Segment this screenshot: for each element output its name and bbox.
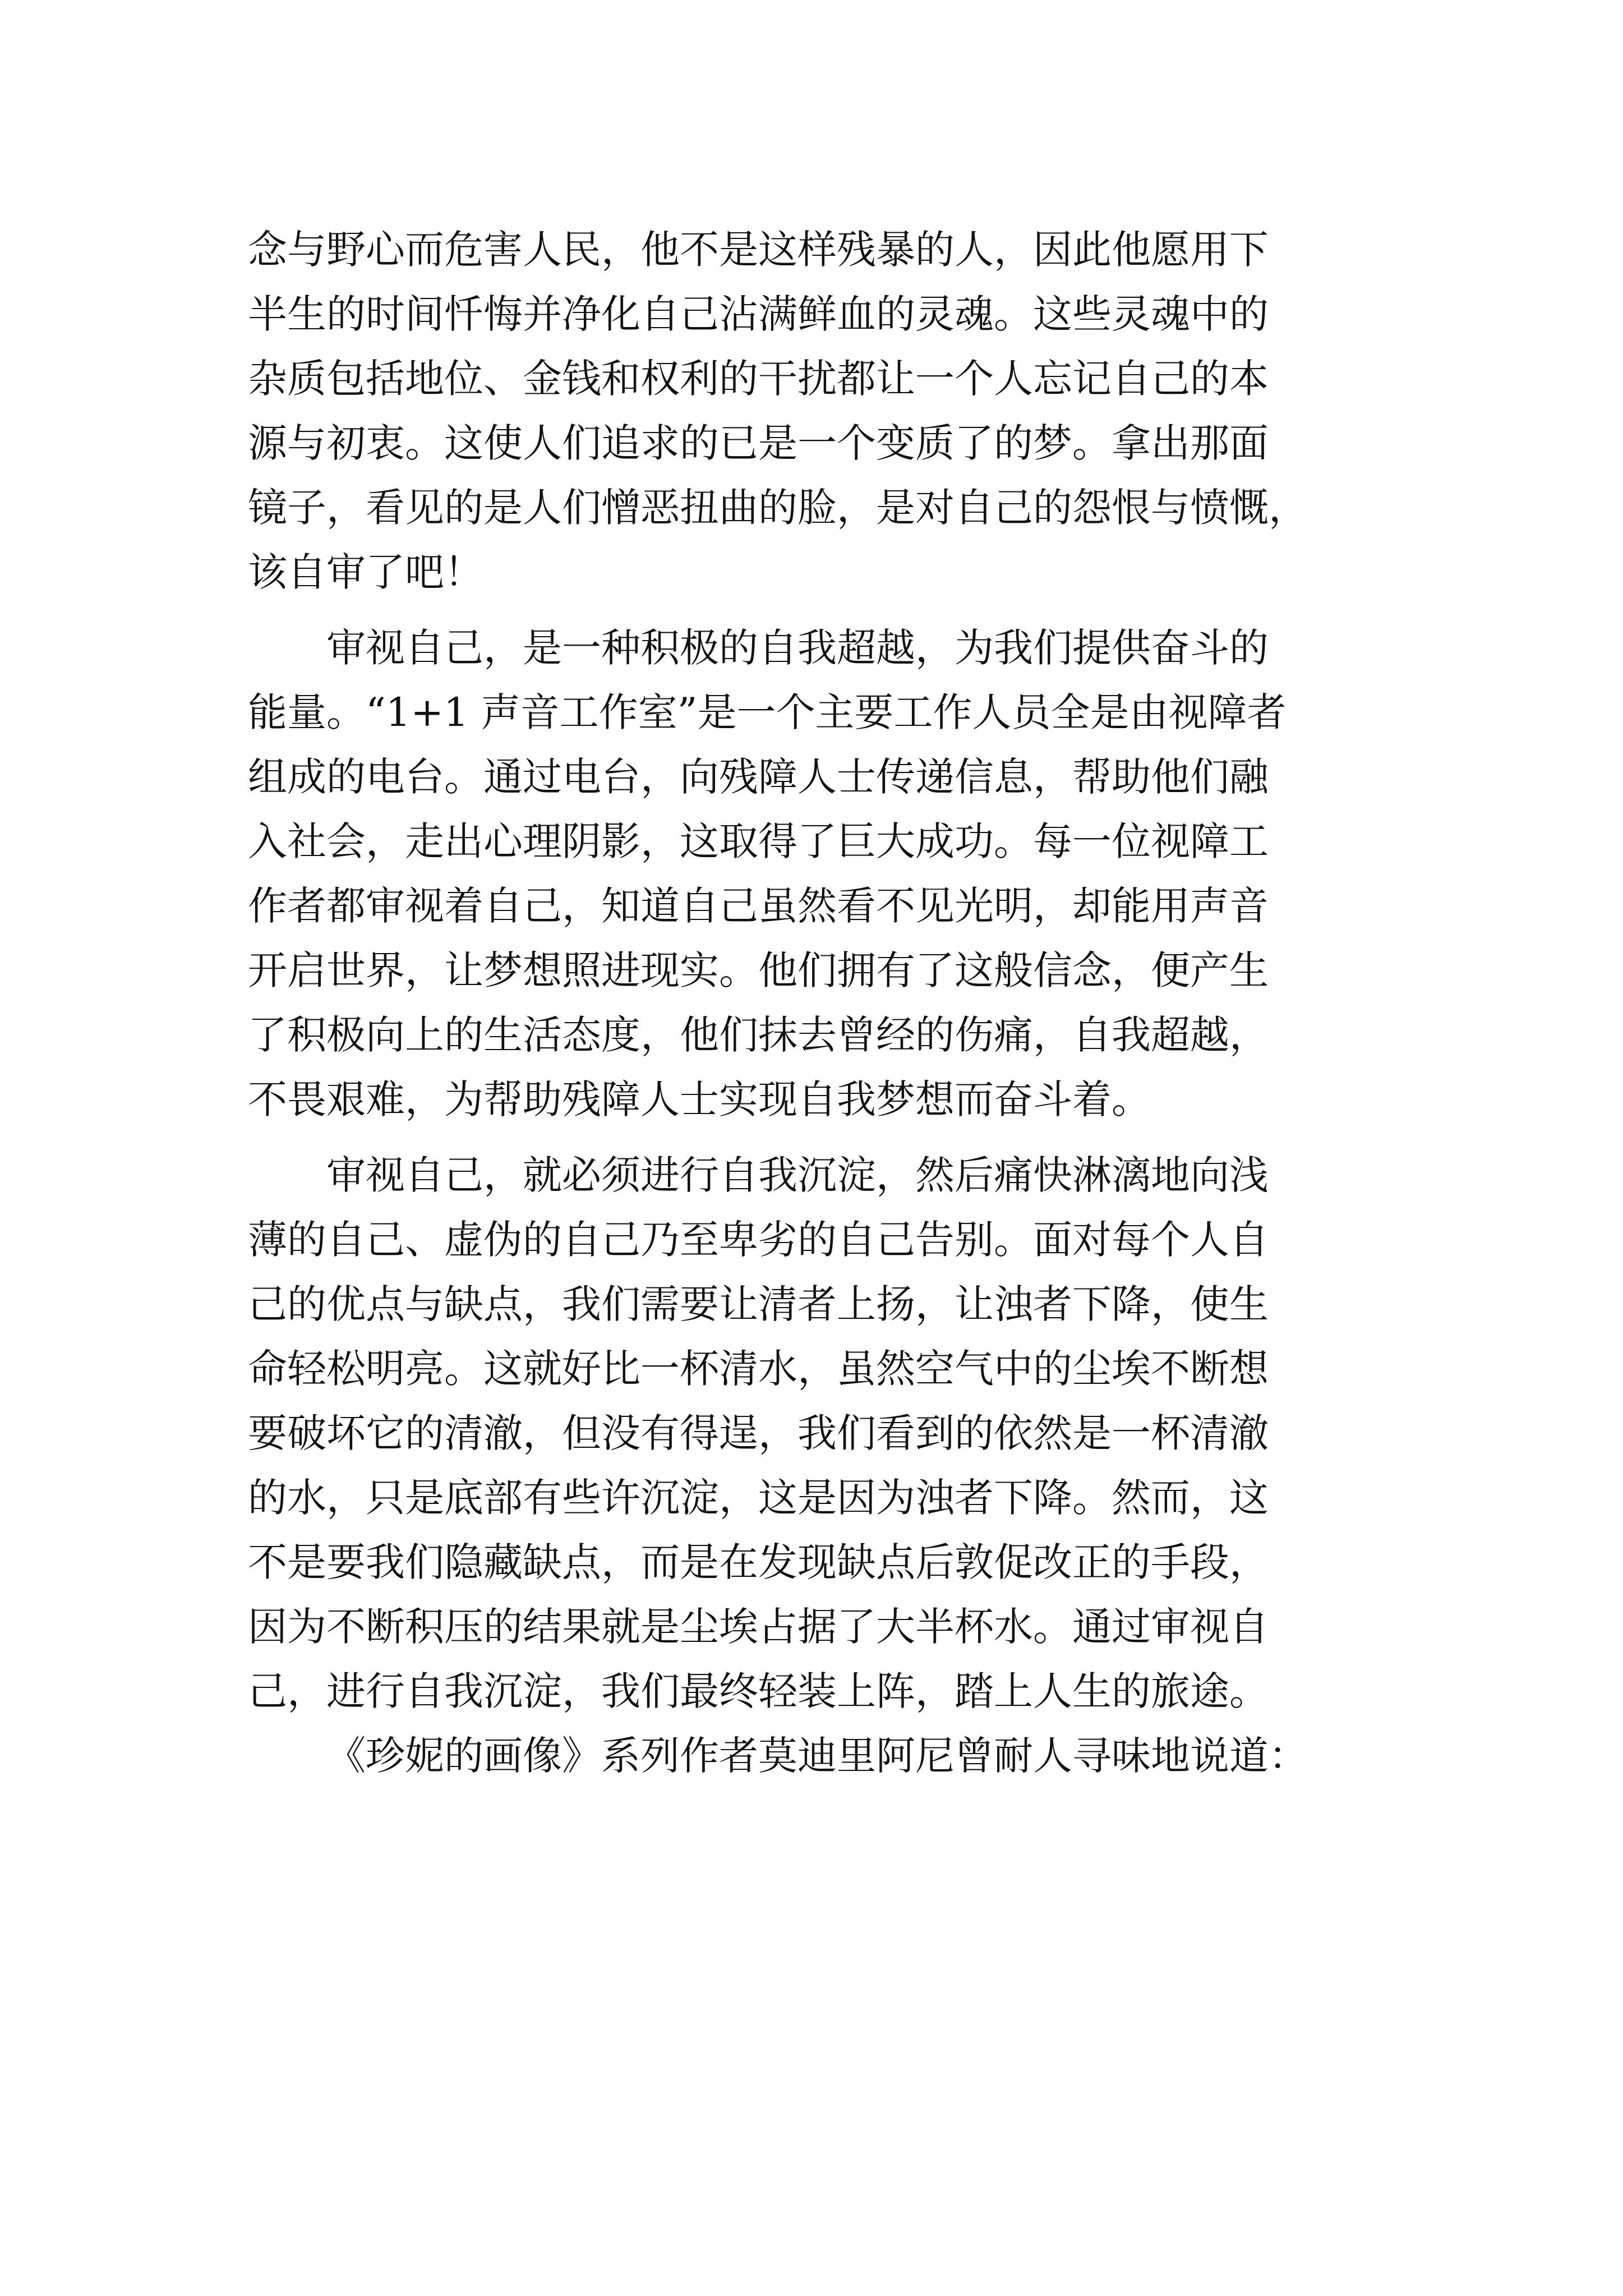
text-line: 开启世界，让梦想照进现实。他们拥有了这般信念，便产生 <box>248 947 1269 993</box>
text-line: 己的优点与缺点，我们需要让清者上扬，让浊者下降，使生 <box>248 1281 1269 1327</box>
paragraph-1 <box>248 218 1375 605</box>
text-line: 因为不断积压的结果就是尘埃占据了大半杯水。通过审视自 <box>248 1604 1269 1650</box>
text-line: 的水，只是底部有些许沉淀，这是因为浊者下降。然而，这 <box>248 1475 1269 1521</box>
text-line: 审视自己，就必须进行自我沉淀，然后痛快淋漓地向浅 <box>326 1152 1269 1198</box>
text-line: 审视自己，是一种积极的自我超越，为我们提供奋斗的 <box>326 625 1269 671</box>
text-line: 入社会，走出心理阴影，这取得了巨大成功。每一位视障工 <box>248 818 1269 864</box>
paragraph-3 <box>248 1143 1375 1724</box>
text-line: 要破坏它的清澈，但没有得逞，我们看到的依然是一杯清澈 <box>248 1410 1269 1456</box>
text-line: 该自审了吧！ <box>248 549 483 595</box>
text-line: 作者都审视着自己，知道自己虽然看不见光明，却能用声音 <box>248 883 1269 929</box>
text-line: 不畏艰难，为帮助残障人士实现自我梦想而奋斗着。 <box>248 1076 1151 1122</box>
paragraph-2 <box>248 616 1375 1132</box>
text-line: 《珍妮的画像》系列作者莫迪里阿尼曾耐人寻味地说道： <box>326 1733 1308 1779</box>
paragraph-4 <box>248 1724 1375 1788</box>
text-line: 镜子，看见的是人们憎恶扭曲的脸，是对自己的怨恨与愤慨， <box>248 485 1308 531</box>
text-line: 命轻松明亮。这就好比一杯清水，虽然空气中的尘埃不断想 <box>248 1346 1269 1392</box>
document-body <box>248 218 1375 1788</box>
text-line: 念与野心而危害人民，他不是这样残暴的人，因此他愿用下 <box>248 227 1269 273</box>
text-line: 源与初衷。这使人们追求的已是一个变质了的梦。拿出那面 <box>248 420 1269 466</box>
text-line: 了积极向上的生活态度，他们抹去曾经的伤痛，自我超越， <box>248 1012 1269 1058</box>
text-line: 不是要我们隐藏缺点，而是在发现缺点后敦促改正的手段， <box>248 1539 1269 1585</box>
text-line: 己，进行自我沉淀，我们最终轻装上阵，踏上人生的旅途。 <box>248 1668 1269 1714</box>
text-line: 杂质包括地位、金钱和权利的干扰都让一个人忘记自己的本 <box>248 356 1269 402</box>
text-line: 薄的自己、虚伪的自己乃至卑劣的自己告别。面对每个人自 <box>248 1217 1269 1263</box>
text-line: 半生的时间忏悔并净化自己沾满鲜血的灵魂。这些灵魂中的 <box>248 291 1269 337</box>
text-line: 组成的电台。通过电台，向残障人士传递信息，帮助他们融 <box>248 754 1269 800</box>
text-line: 能量。“1+1 声音工作室”是一个主要工作人员全是由视障者 <box>248 689 1287 735</box>
